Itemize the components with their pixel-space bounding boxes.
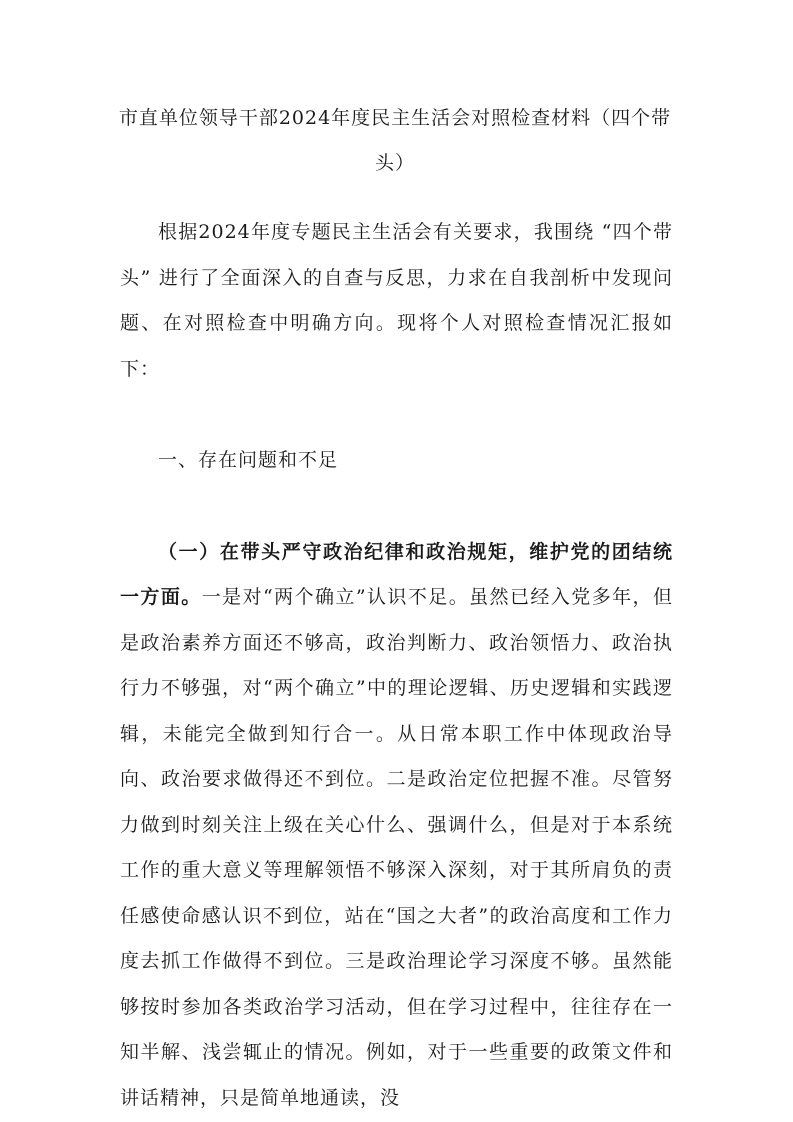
section-heading: 一、存在问题和不足 [158, 449, 339, 471]
document-body [120, 210, 673, 1121]
subsection-body: 一是对“两个确立”认识不足。虽然已经入党多年，但是政治素养方面还不够高，政治判断力、政治领悟力、政治执行力不够强，对“两个确立”中的理论逻辑、历史逻辑和实践逻辑，未能完全做到知行合一。从日常本职工作中体现政治导向、政治要求做得还不到位。二是政治定位把握不准。尽管努力做到时刻关注上级在关心什么、强调什么，但是对于本系统工作的重大意义等理解领悟不够深入深刻，对于其所肩负的责任感使命感认识不到位，站在“国之大者”的政治高度和工作力度去抓工作做得不到位。三是政治理论学习深度不够。虽然能够按时参加各类政治学习活动，但在学习过程中，往往存在一知半解、浅尝辄止的情况。例如，对于一些重要的政策文件和讲话精神，只是简单地通读，没 [120, 586, 673, 1109]
document-title: 市直单位领导干部2024年度民主生活会对照检查材料（四个带头） [118, 107, 672, 174]
subsection-paragraph [120, 530, 673, 1122]
paragraph-spacer [120, 392, 673, 438]
intro-paragraph: 根据2024年度专题民主生活会有关要求，我围绕 “四个带头” 进行了全面深入的自查与反思，力求在自我剖析中发现问题、在对照检查中明确方向。现将个人对照检查情况汇报如下： [120, 221, 673, 380]
subsection-heading: （一）在带头严守政治纪律和政治规矩，维护党的团结统一方面。 [120, 540, 673, 608]
paragraph-spacer [120, 484, 673, 530]
